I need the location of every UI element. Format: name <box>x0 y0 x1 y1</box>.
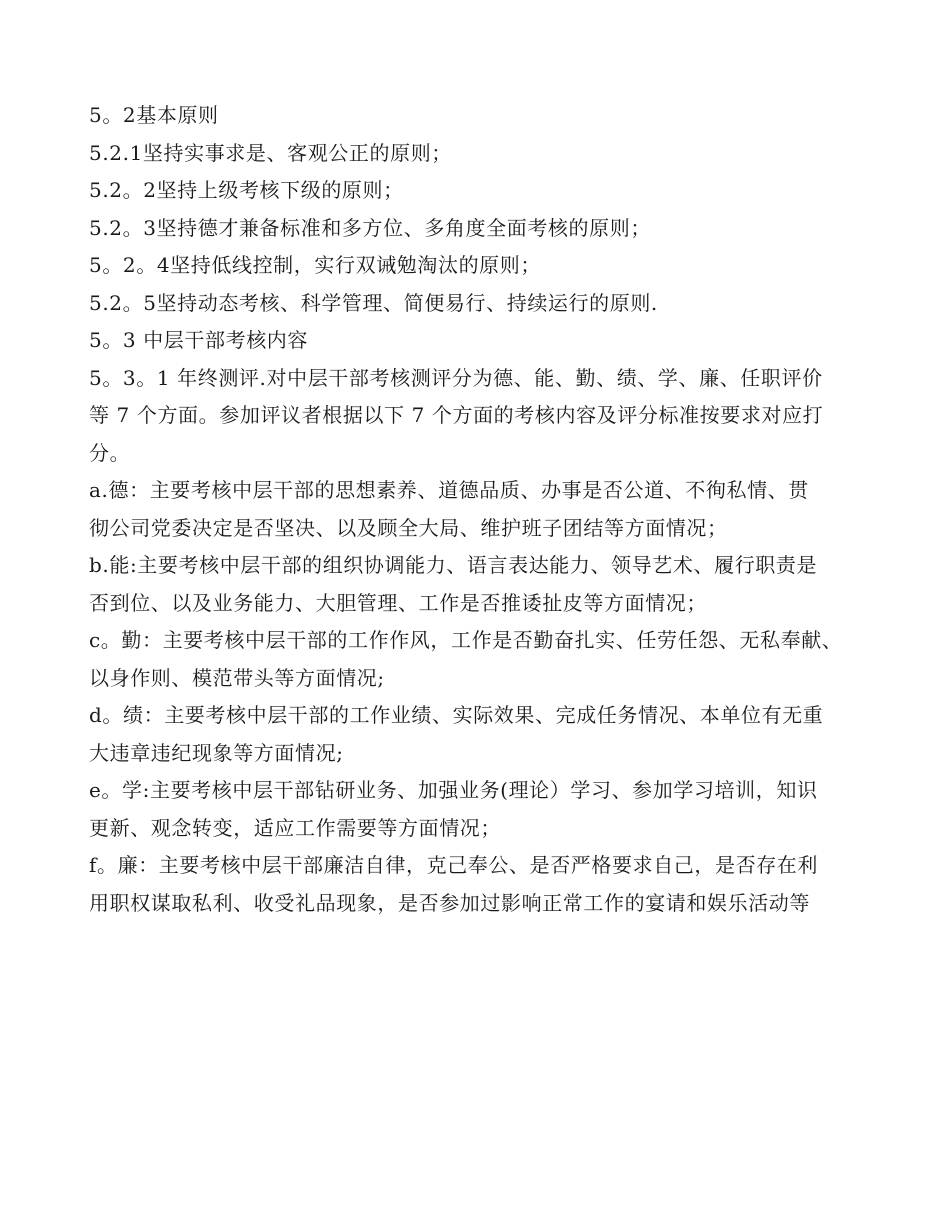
heading-5-2: 5。2基本原则 <box>89 103 219 127</box>
paragraph-5-2-2: 5.2。2坚持上级考核下级的原则； <box>89 178 404 202</box>
item-c-line-2: 以身作则、模范带头等方面情况; <box>89 665 385 690</box>
paragraph-5-2-1: 5.2.1坚持实事求是、客观公正的原则； <box>89 140 452 165</box>
item-d-line-2: 大违章违纪现象等方面情况; <box>89 740 344 765</box>
document-body <box>89 97 879 922</box>
paragraph-5-2-4: 5。2。4坚持低线控制，实行双诫勉淘汰的原则； <box>89 253 541 277</box>
paragraph-5-2-3: 5.2。3坚持德才兼备标准和多方位、多角度全面考核的原则； <box>89 215 651 240</box>
paragraph-5-3-1-line-3: 分。 <box>89 440 131 465</box>
item-f-line-1: f。廉：主要考核中层干部廉洁自律，克己奉公、是否严格要求自己，是否存在利 <box>89 853 819 877</box>
item-a-line-2: 彻公司党委决定是否坚决、以及顾全大局、维护班子团结等方面情况； <box>89 515 728 540</box>
item-e-line-2: 更新、观念转变，适应工作需要等方面情况； <box>89 815 501 840</box>
item-e-line-1: e。学:主要考核中层干部钻研业务、加强业务(理论）学习、参加学习培训，知识 <box>89 778 818 802</box>
item-c-line-1: c。勤：主要考核中层干部的工作作风，工作是否勤奋扎实、任劳任怨、无私奉献、 <box>89 628 843 652</box>
paragraph-5-3-1-line-1: 5。3。1 年终测评.对中层干部考核测评分为德、能、勤、绩、学、廉、任职评价 <box>89 365 823 390</box>
paragraph-5-3-1-line-2: 等 7 个方面。参加评议者根据以下 7 个方面的考核内容及评分标准按要求对应打 <box>89 403 824 427</box>
heading-5-3: 5。3 中层干部考核内容 <box>89 328 309 352</box>
item-b-line-2: 否到位、以及业务能力、大胆管理、工作是否推诿扯皮等方面情况； <box>89 590 707 615</box>
item-a-line-1: a.德：主要考核中层干部的思想素养、道德品质、办事是否公道、不徇私情、贯 <box>89 478 809 502</box>
paragraph-5-2-5: 5.2。5坚持动态考核、科学管理、简便易行、持续运行的原则. <box>89 290 658 315</box>
item-f-line-2: 用职权谋取私利、收受礼品现象，是否参加过影响正常工作的宴请和娱乐活动等 <box>89 890 810 915</box>
item-d-line-1: d。绩：主要考核中层干部的工作业绩、实际效果、完成任务情况、本单位有无重 <box>89 703 824 727</box>
item-b-line-1: b.能:主要考核中层干部的组织协调能力、语言表达能力、领导艺术、履行职责是 <box>89 553 818 577</box>
